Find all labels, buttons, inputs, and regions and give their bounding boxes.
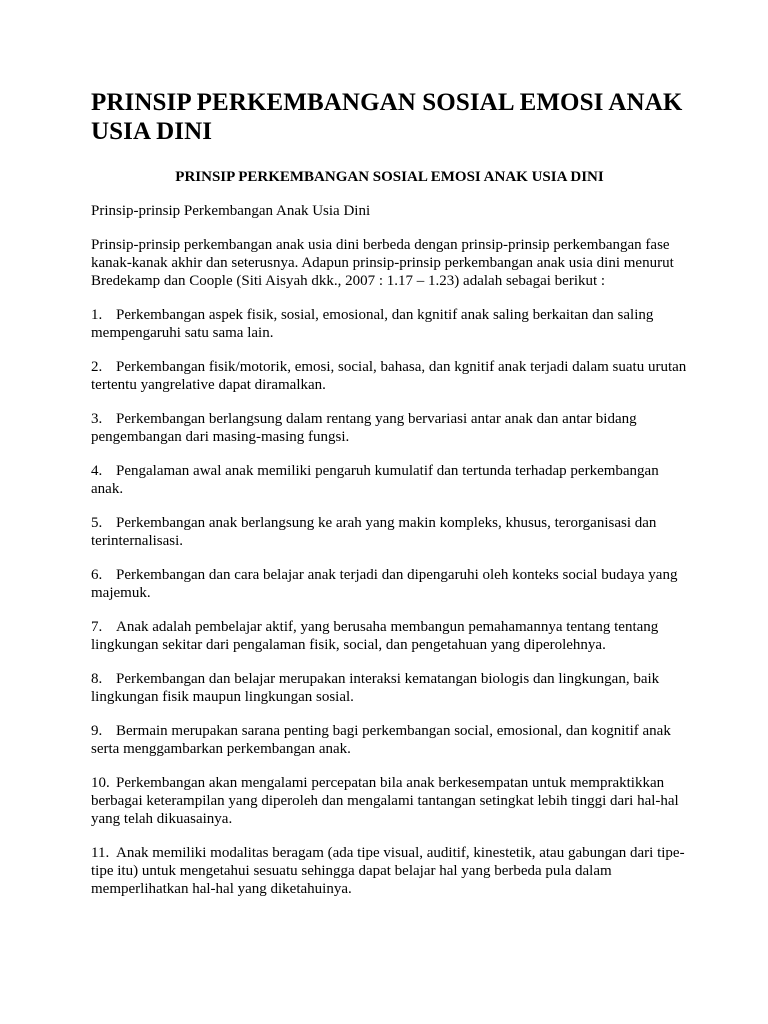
intro-paragraph: Prinsip-prinsip perkembangan anak usia dini berbeda dengan prinsip-prinsip perkembangan fase kanak-kanak akhir dan seterusnya. Adapun prinsip-prinsip perkembangan anak usia dini menurut Bredekamp dan Coople (Siti Aisyah dkk., 2007 : 1.17 – 1.23) adalah sebagai berikut : [91,237,674,289]
list-item-text: Bermain merupakan sarana penting bagi perkembangan social, emosional, dan kognitif anak serta menggambarkan perkembangan anak. [91,723,671,757]
list-item [91,514,688,550]
list-item [91,358,688,394]
list-item-number: 3. [91,411,103,427]
list-item-text: Anak memiliki modalitas beragam (ada tipe visual, auditif, kinestetik, atau gabungan dari tipe-tipe itu) untuk mengetahui sesuatu sehingga dapat belajar hal yang berbeda pula dalam memperlihatkan hal-hal yang diketahuinya. [91,845,685,897]
list-item [91,566,688,602]
list-item [91,670,688,706]
list-item-number: 7. [91,619,103,635]
list-item-text: Anak adalah pembelajar aktif, yang berusaha membangun pemahamannya tentang tentang lingkungan sekitar dari pengalaman fisik, social, dan pengetahuan yang diperolehnya. [91,619,659,653]
list-item-text: Pengalaman awal anak memiliki pengaruh kumulatif dan tertunda terhadap perkembangan anak. [91,463,659,497]
list-item [91,306,688,342]
list-item-number: 10. [91,775,110,791]
list-item-number: 1. [91,307,103,323]
list-item [91,774,688,828]
list-item-number: 8. [91,671,103,687]
list-item-text: Perkembangan anak berlangsung ke arah yang makin kompleks, khusus, terorganisasi dan terinternalisasi. [91,515,657,549]
list-item-number: 11. [91,845,110,861]
list-item-text: Perkembangan dan cara belajar anak terjadi dan dipengaruhi oleh konteks social budaya yang majemuk. [91,567,678,601]
document-subtitle: PRINSIP PERKEMBANGAN SOSIAL EMOSI ANAK USIA DINI [175,169,604,185]
list-item-number: 4. [91,463,103,479]
list-item [91,462,688,498]
list-item-text: Perkembangan dan belajar merupakan interaksi kematangan biologis dan lingkungan, baik lingkungan fisik maupun lingkungan sosial. [91,671,660,705]
list-item [91,410,688,446]
list-item [91,618,688,654]
list-item-number: 2. [91,359,103,375]
list-item-text: Perkembangan aspek fisik, sosial, emosional, dan kgnitif anak saling berkaitan dan saling mempengaruhi satu sama lain. [91,307,654,341]
list-item [91,844,688,898]
section-heading: Prinsip-prinsip Perkembangan Anak Usia Dini [91,203,371,219]
list-item-text: Perkembangan berlangsung dalam rentang yang bervariasi antar anak dan antar bidang pengembangan dari masing-masing fungsi. [91,411,637,445]
list-item-number: 6. [91,567,103,583]
principles-list [91,306,688,898]
list-item-number: 5. [91,515,103,531]
list-item-number: 9. [91,723,103,739]
list-item-text: Perkembangan fisik/motorik, emosi, social, bahasa, dan kgnitif anak terjadi dalam suatu urutan tertentu yangrelative dapat diramalkan. [91,359,687,393]
list-item [91,722,688,758]
document-title: PRINSIP PERKEMBANGAN SOSIAL EMOSI ANAK USIA DINI [91,89,683,145]
list-item-text: Perkembangan akan mengalami percepatan bila anak berkesempatan untuk mempraktikkan berbagai keterampilan yang diperoleh dan mengalami tantangan setingkat lebih tinggi dari hal-hal yang telah dikuasainya. [91,775,679,827]
